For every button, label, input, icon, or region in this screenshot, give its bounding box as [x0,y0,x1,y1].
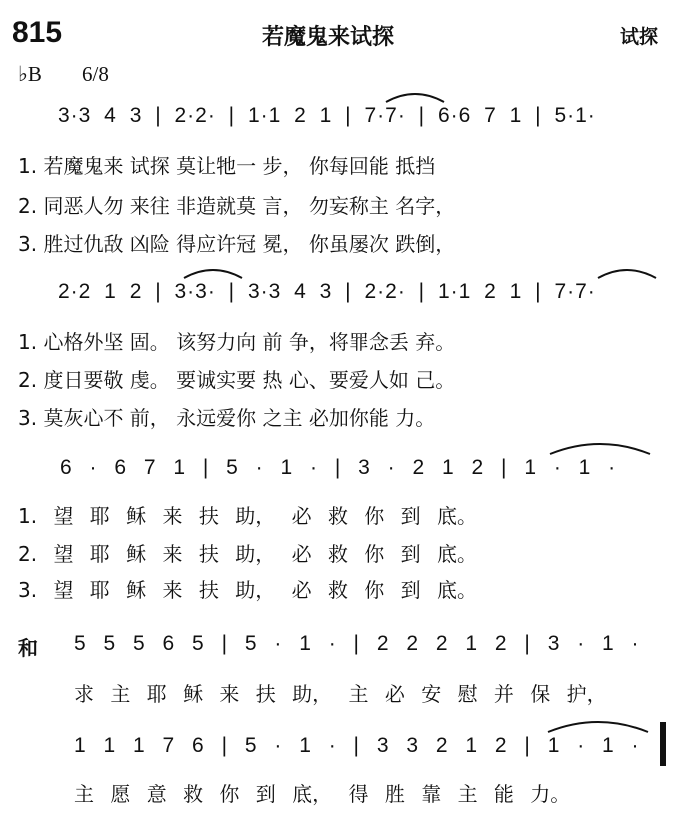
lyric-line-4-1: 求 主 耶 稣 来 扶 助， 主 必 安 慰 并 保 护， [74,682,607,706]
music-line-2: 2·2 1 2 | 3·3· | 3·3 4 3 | 2·2· | 1·1 2 1 | 7·7· [58,280,596,303]
hymn-number: 815 [12,16,63,49]
tie-arc [182,266,244,280]
lyric-line-1-2: 2. 同恶人勿 来往 非造就莫 言， 勿妄称主 名字， [18,194,456,218]
tie-arc [596,266,658,280]
music-line-3: 6 · 6 7 1 | 5 · 1 · | 3 · 2 1 2 | 1 · 1 · [60,456,617,479]
lyric-line-1-3: 3. 胜过仇敌 凶险 得应许冠 冕， 你虽屡次 跌倒， [18,232,456,256]
tie-arc [548,440,652,456]
music-line-1: 3·3 4 3 | 2·2· | 1·1 2 1 | 7·7· | 6·6 7 1 | 5·1· [58,104,596,127]
lyric-line-2-1: 1. 心格外坚 固。 该努力向 前 争，将罪念丢 弃。 [18,330,456,354]
lyric-line-5-1: 主 愿 意 救 你 到 底， 得 胜 靠 主 能 力。 [74,782,571,806]
category-label: 试探 [620,26,659,48]
music-line-5: 1 1 1 7 6 | 5 · 1 · | 3 3 2 1 2 | 1 · 1 · [74,734,640,757]
hymn-title: 若魔鬼来试探 [262,25,395,50]
final-barline [660,722,666,766]
lyric-line-2-2: 2. 度日要敬 虔。 要诚实要 热 心、要爱人如 己。 [18,368,456,392]
tie-arc [546,718,650,734]
tie-arc [384,90,446,104]
lyric-line-3-3: 3. 望 耶 稣 来 扶 助， 必 救 你 到 底。 [18,578,478,602]
key-signature: ♭B [18,62,42,86]
lyric-line-3-2: 2. 望 耶 稣 来 扶 助， 必 救 你 到 底。 [18,542,478,566]
lyric-line-1-1: 1. 若魔鬼来 试探 莫让牠一 步， 你每回能 抵挡 [18,154,436,178]
lyric-line-3-1: 1. 望 耶 稣 来 扶 助， 必 救 你 到 底。 [18,504,478,528]
time-signature: 6/8 [82,62,109,86]
lyric-line-2-3: 3. 莫灰心不 前， 永远爱你 之主 必加你能 力。 [18,406,436,430]
refrain-label: 和 [18,636,38,660]
music-line-4: 5 5 5 6 5 | 5 · 1 · | 2 2 2 1 2 | 3 · 1 · [74,632,640,655]
